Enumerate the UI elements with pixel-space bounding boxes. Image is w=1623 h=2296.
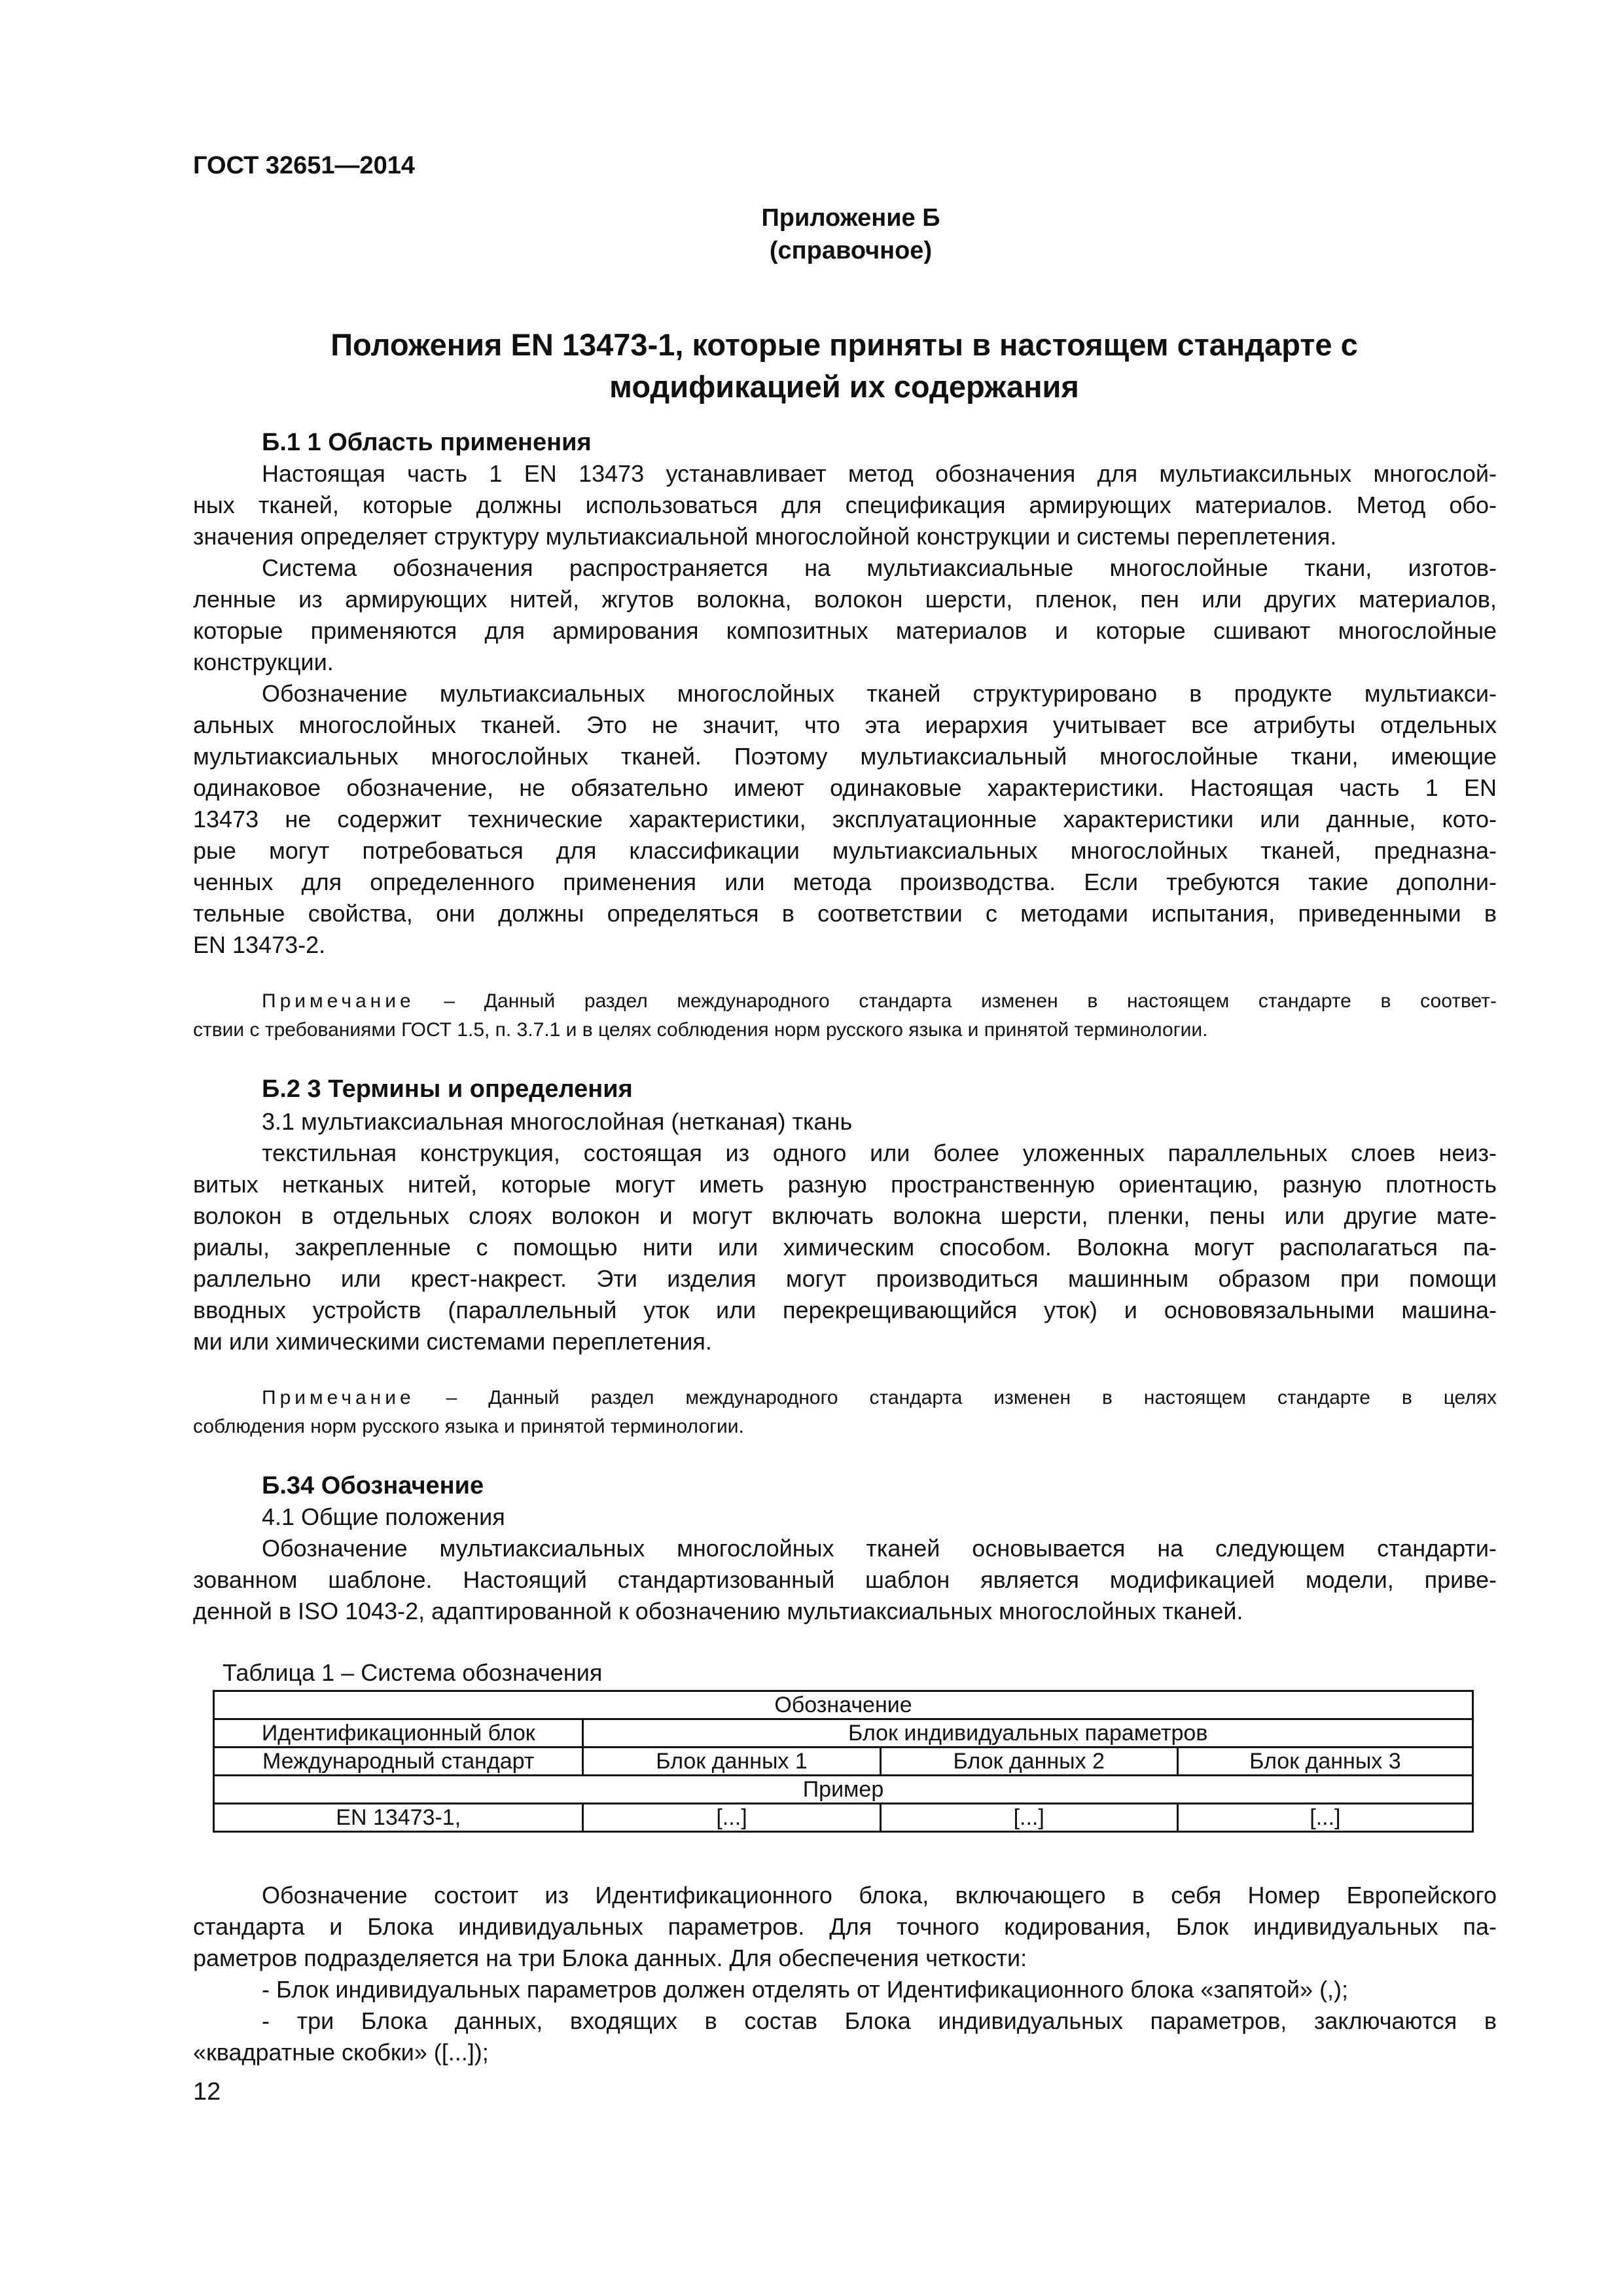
- text-line: - три Блока данных, входящих в состав Блока индивидуальных параметров, заключаются в: [262, 2007, 1497, 2034]
- text-line: 13473 не содержит технические характеристики, эксплуатационные характеристики или данные, кото-: [193, 806, 1497, 833]
- table-cell: [...]: [1177, 1804, 1472, 1832]
- table-row: [214, 1691, 1473, 1719]
- note: [262, 1384, 1497, 1412]
- table-row: [214, 1719, 1473, 1748]
- note-label: Примечание: [262, 990, 415, 1012]
- table-row: [214, 1748, 1473, 1776]
- text-line: мультиаксиальных многослойных тканей. Поэтому мультиаксиальный многослойные ткани, имеющие: [193, 743, 1497, 770]
- text-line: которые применяются для армирования композитных материалов и которые сшивают многослойные: [193, 617, 1497, 644]
- table-cell: Блок индивидуальных параметров: [583, 1719, 1473, 1748]
- text-line: EN 13473-2.: [193, 931, 326, 958]
- note-text: – Данный раздел международного стандарта изменен в настоящем стандарте в соответ-: [414, 990, 1497, 1012]
- note-text: соблюдения норм русского языка и принятой терминологии.: [193, 1416, 744, 1437]
- subheading: 4.1 Общие положения: [262, 1503, 505, 1530]
- page-number: 12: [193, 2078, 221, 2106]
- text-line: ных тканей, которые должны использоваться для спецификация армирующих материалов. Метод обо-: [193, 492, 1497, 518]
- section-heading: Б.2 3 Термины и определения: [262, 1075, 633, 1103]
- text-line: значения определяет структуру мультиаксиальной многослойной конструкции и системы переплетения.: [193, 523, 1337, 550]
- text-line: витых нетканых нитей, которые могут иметь разную пространственную ориентацию, разную плотность: [193, 1171, 1497, 1198]
- document-title: [216, 324, 1472, 408]
- title-line: модификацией их содержания: [609, 369, 1079, 404]
- annex-label: Приложение Б: [761, 204, 940, 232]
- table-cell: Обозначение: [214, 1691, 1473, 1719]
- note-text: ствии с требованиями ГОСТ 1.5, п. 3.7.1 и в целях соблюдения норм русского языка и принятой терминологии.: [193, 1019, 1208, 1041]
- text-line: одинаковое обозначение, не обязательно имеют одинаковые характеристики. Настоящая часть 1 EN: [193, 774, 1497, 801]
- text-line: ленные из армирующих нитей, жгутов волокна, волокон шерсти, пленок, пен или других материалов,: [193, 586, 1497, 613]
- table-cell: [...]: [583, 1804, 880, 1832]
- text-line: ми или химическими системами переплетения.: [193, 1328, 712, 1355]
- text-line: Обозначение состоит из Идентификационного блока, включающего в себя Номер Европейского: [262, 1882, 1497, 1909]
- text-line: вводных устройств (параллельный уток или перекрещивающийся уток) и основовязальными машина-: [193, 1297, 1497, 1323]
- designation-table: [213, 1690, 1474, 1833]
- table-cell: Блок данных 2: [880, 1748, 1177, 1776]
- note-label: Примечание: [262, 1387, 415, 1408]
- note: [262, 987, 1497, 1016]
- annex-type: (справочное): [769, 237, 933, 264]
- text-line: Обозначение мультиаксиальных многослойных тканей основывается на следующем стандарти-: [262, 1535, 1497, 1562]
- table-cell: Пример: [214, 1776, 1473, 1804]
- table-row: [214, 1804, 1473, 1832]
- title-line: Положения EN 13473-1, которые приняты в настоящем стандарте с: [330, 327, 1358, 362]
- table-row: [214, 1776, 1473, 1804]
- table-cell: Идентификационный блок: [214, 1719, 583, 1748]
- table-cell: Международный стандарт: [214, 1748, 583, 1776]
- table-caption: Таблица 1 – Система обозначения: [223, 1659, 603, 1686]
- text-line: зованном шаблоне. Настоящий стандартизованный шаблон является модификацией модели, приве-: [193, 1566, 1497, 1593]
- text-line: раметров подразделяется на три Блока данных. Для обеспечения четкости:: [193, 1945, 1027, 1971]
- table-cell: Блок данных 3: [1177, 1748, 1472, 1776]
- text-line: - Блок индивидуальных параметров должен отделять от Идентификационного блока «запятой» (,);: [262, 1976, 1349, 2003]
- table-cell: [...]: [880, 1804, 1177, 1832]
- table-cell: EN 13473-1,: [214, 1804, 583, 1832]
- text-line: ченных для определенного применения или метода производства. Если требуются такие дополни-: [193, 869, 1497, 895]
- text-line: раллельно или крест-накрест. Эти изделия могут производиться машинным образом при помощи: [193, 1265, 1497, 1292]
- note-text: – Данный раздел международного стандарта изменен в настоящем стандарте в целях: [414, 1387, 1497, 1408]
- text-line: конструкции.: [193, 649, 334, 675]
- section-heading: Б.34 Обозначение: [262, 1472, 484, 1499]
- text-line: рые могут потребоваться для классификации мультиаксиальных многослойных тканей, предназна-: [193, 837, 1497, 864]
- term-title: 3.1 мультиаксиальная многослойная (нетканая) ткань: [262, 1108, 853, 1135]
- text-line: тельные свойства, они должны определяться в соответствии с методами испытания, приведенными в: [193, 900, 1497, 927]
- text-line: альных многослойных тканей. Это не значит, что эта иерархия учитывает все атрибуты отдельных: [193, 711, 1497, 738]
- text-line: риалы, закрепленные с помощью нити или химическим способом. Волокна могут располагаться па-: [193, 1234, 1497, 1261]
- text-line: Настоящая часть 1 EN 13473 устанавливает метод обозначения для мультиаксильных многослой-: [262, 460, 1497, 487]
- text-line: стандарта и Блока индивидуальных параметров. Для точного кодирования, Блок индивидуальных па-: [193, 1913, 1497, 1940]
- text-line: Система обозначения распространяется на мультиаксиальные многослойные ткани, изготов-: [262, 554, 1497, 581]
- table-cell: Блок данных 1: [583, 1748, 880, 1776]
- text-line: волокон в отдельных слоях волокон и могут включать волокна шерсти, пленки, пены или другие мате-: [193, 1202, 1497, 1229]
- text-line: Обозначение мультиаксиальных многослойных тканей структурировано в продукте мультиакси-: [262, 680, 1497, 707]
- text-line: денной в ISO 1043-2, адаптированной к обозначению мультиаксиальных многослойных тканей.: [193, 1598, 1243, 1624]
- section-heading: Б.1 1 Область применения: [262, 429, 592, 456]
- text-line: текстильная конструкция, состоящая из одного или более уложенных параллельных слоев неиз-: [262, 1139, 1497, 1166]
- standard-id: ГОСТ 32651—2014: [193, 152, 416, 179]
- text-line: «квадратные скобки» ([...]);: [193, 2039, 489, 2066]
